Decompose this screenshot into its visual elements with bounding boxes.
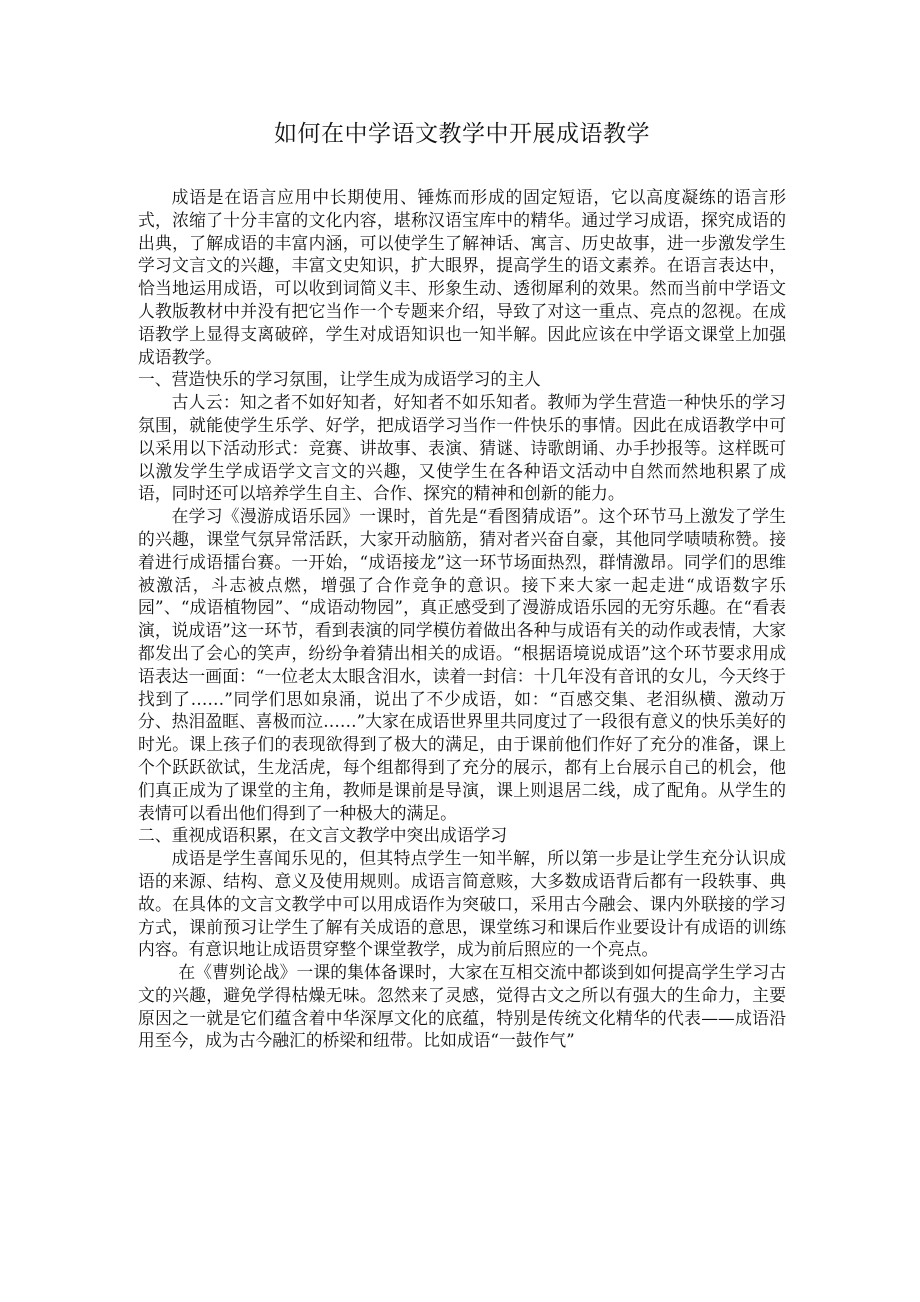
section-2-paragraph-1: 成语是学生喜闻乐见的，但其特点学生一知半解，所以第一步是让学生充分认识成语的来源、结构、意义及使用规则。成语言简意赅，大多数成语背后都有一段轶事、典故。在具体的文言文教学中可以用成语作为突破口，采用古今融会、课内外联接的学习方式，课前预习让学生了解有关成语的意思，课堂练习和课后作业要设计有成语的训练内容。有意识地让成语贯穿整个课堂教学，成为前后照应的一个亮点。 <box>138 848 786 960</box>
section-2-paragraph-2: 在《曹刿论战》一课的集体备课时，大家在互相交流中都谈到如何提高学生学习古文的兴趣，避免学得枯燥无味。忽然来了灵感，觉得古文之所以有强大的生命力，主要原因之一就是它们蕴含着中华深厚文化的底蕴，特别是传统文化精华的代表——成语沿用至今，成为古今融汇的桥梁和纽带。比如成语“一鼓作气” <box>138 962 786 1051</box>
section-heading-1: 一、营造快乐的学习氛围，让学生成为成语学习的主人 <box>138 369 541 390</box>
intro-paragraph: 成语是在语言应用中长期使用、锤炼而形成的固定短语，它以高度凝练的语言形式，浓缩了十分丰富的文化内容，堪称汉语宝库中的精华。通过学习成语，探究成语的出典，了解成语的丰富内涵，可以使学生了解神话、寓言、历史故事，进一步激发学生学习文言文的兴趣，丰富文史知识，扩大眼界，提高学生的语文素养。在语言表达中，恰当地运用成语，可以收到词简义丰、形象生动、透彻犀利的效果。然而当前中学语文人教版教材中并没有把它当作一个专题来介绍，导致了对这一重点、亮点的忽视。在成语教学上显得支离破碎，学生对成语知识也一知半解。因此应该在中学语文课堂上加强成语教学。 <box>138 187 786 367</box>
document-page <box>138 118 786 1052</box>
section-1-paragraph-1: 古人云：知之者不如好知者，好知者不如乐知者。教师为学生营造一种快乐的学习氛围，就能使学生乐学、好学，把成语学习当作一件快乐的事情。因此在成语教学中可以采用以下活动形式：竞赛、讲故事、表演、猜谜、诗歌朗诵、办手抄报等。这样既可以激发学生学成语学文言文的兴趣，又使学生在各种语文活动中自然而然地积累了成语，同时还可以培养学生自主、合作、探究的精神和创新的能力。 <box>138 392 786 504</box>
document-title: 如何在中学语文教学中开展成语教学 <box>274 121 650 147</box>
section-heading-2: 二、重视成语积累，在文言文教学中突出成语学习 <box>138 825 508 846</box>
section-1-paragraph-2: 在学习《漫游成语乐园》一课时，首先是“看图猜成语”。这个环节马上激发了学生的兴趣，课堂气氛异常活跃，大家开动脑筋，猜对者兴奋自豪，其他同学啧啧称赞。接着进行成语擂台赛。一开始，“成语接龙”这一环节场面热烈，群情激昂。同学们的思维被激活，斗志被点燃，增强了合作竞争的意识。接下来大家一起走进“成语数字乐园”、“成语植物园”、“成语动物园”，真正感受到了漫游成语乐园的无穷乐趣。在“看表演，说成语”这一环节，看到表演的同学模仿着做出各种与成语有关的动作或表情，大家都发出了会心的笑声，纷纷争着猜出相关的成语。“根据语境说成语”这个环节要求用成语表达一画面：“一位老太太眼含泪水，读着一封信：十几年没有音讯的女儿，今天终于找到了……”同学们思如泉涌，说出了不少成语，如：“百感交集、老泪纵横、激动万分、热泪盈眶、喜极而泣……”大家在成语世界里共同度过了一段很有意义的快乐美好的时光。课上孩子们的表现欲得到了极大的满足，由于课前他们作好了充分的准备，课上个个跃跃欲试，生龙活虎，每个组都得到了充分的展示，都有上台展示自己的机会，他们真正成为了课堂的主角，教师是课前是导演，课上则退居二线，成了配角。从学生的表情可以看出他们得到了一种极大的满足。 <box>138 506 786 823</box>
